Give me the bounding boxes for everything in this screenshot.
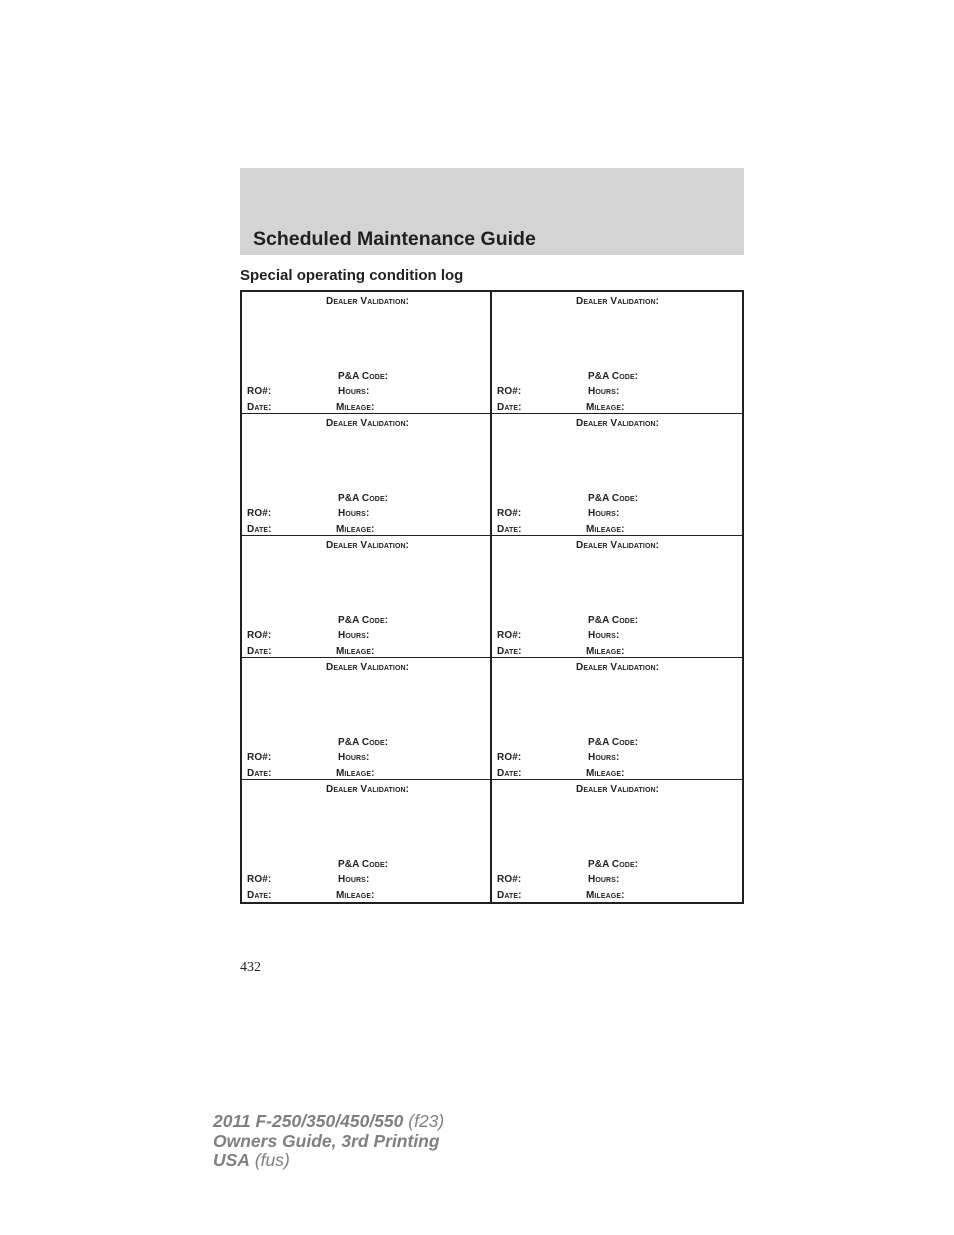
ro-number-label: RO#: — [247, 508, 272, 519]
pa-code-label: P&A Code: — [338, 859, 389, 870]
document-footer — [213, 1112, 444, 1171]
pa-code-label: P&A Code: — [338, 615, 389, 626]
date-label: Date: — [247, 646, 272, 657]
dealer-validation-label: Dealer Validation: — [576, 418, 660, 429]
hours-label: Hours: — [338, 386, 370, 397]
date-label: Date: — [497, 402, 522, 413]
log-entry-cell — [242, 414, 492, 536]
log-entry-cell — [492, 658, 742, 780]
hours-label: Hours: — [338, 752, 370, 763]
pa-code-label: P&A Code: — [588, 615, 639, 626]
mileage-label: Mileage: — [586, 890, 625, 901]
log-entry-cell — [492, 780, 742, 902]
footer-model-line — [213, 1112, 444, 1132]
dealer-validation-label: Dealer Validation: — [576, 662, 660, 673]
section-header-band — [240, 168, 744, 255]
ro-number-label: RO#: — [247, 630, 272, 641]
mileage-label: Mileage: — [336, 524, 375, 535]
hours-label: Hours: — [588, 752, 620, 763]
mileage-label: Mileage: — [586, 646, 625, 657]
pa-code-label: P&A Code: — [338, 371, 389, 382]
date-label: Date: — [497, 768, 522, 779]
footer-model-code: (f23) — [403, 1111, 445, 1131]
log-entry-cell — [242, 536, 492, 658]
date-label: Date: — [497, 646, 522, 657]
mileage-label: Mileage: — [336, 646, 375, 657]
hours-label: Hours: — [588, 508, 620, 519]
condition-log-table — [240, 290, 744, 904]
dealer-validation-label: Dealer Validation: — [576, 540, 660, 551]
mileage-label: Mileage: — [336, 402, 375, 413]
page-number: 432 — [240, 960, 261, 975]
log-entry-cell — [242, 658, 492, 780]
mileage-label: Mileage: — [336, 768, 375, 779]
dealer-validation-label: Dealer Validation: — [326, 418, 410, 429]
dealer-validation-label: Dealer Validation: — [326, 540, 410, 551]
log-entry-cell — [242, 292, 492, 414]
ro-number-label: RO#: — [497, 752, 522, 763]
dealer-validation-label: Dealer Validation: — [576, 784, 660, 795]
section-title: Special operating condition log — [240, 267, 464, 284]
mileage-label: Mileage: — [336, 890, 375, 901]
pa-code-label: P&A Code: — [588, 371, 639, 382]
ro-number-label: RO#: — [247, 874, 272, 885]
ro-number-label: RO#: — [247, 386, 272, 397]
hours-label: Hours: — [338, 508, 370, 519]
date-label: Date: — [247, 768, 272, 779]
pa-code-label: P&A Code: — [338, 737, 389, 748]
pa-code-label: P&A Code: — [338, 493, 389, 504]
mileage-label: Mileage: — [586, 768, 625, 779]
date-label: Date: — [497, 890, 522, 901]
pa-code-label: P&A Code: — [588, 737, 639, 748]
hours-label: Hours: — [588, 386, 620, 397]
date-label: Date: — [247, 402, 272, 413]
hours-label: Hours: — [588, 630, 620, 641]
footer-edition: Owners Guide, 3rd Printing — [213, 1130, 440, 1151]
dealer-validation-label: Dealer Validation: — [326, 296, 410, 307]
hours-label: Hours: — [588, 874, 620, 885]
pa-code-label: P&A Code: — [588, 859, 639, 870]
log-entry-cell — [492, 292, 742, 414]
log-entry-cell — [492, 536, 742, 658]
date-label: Date: — [497, 524, 522, 535]
log-entry-cell — [492, 414, 742, 536]
mileage-label: Mileage: — [586, 524, 625, 535]
ro-number-label: RO#: — [497, 508, 522, 519]
dealer-validation-label: Dealer Validation: — [326, 784, 410, 795]
hours-label: Hours: — [338, 630, 370, 641]
pa-code-label: P&A Code: — [588, 493, 639, 504]
footer-market-code: (fus) — [249, 1150, 290, 1170]
log-entry-cell — [242, 780, 492, 902]
ro-number-label: RO#: — [247, 752, 272, 763]
footer-market: USA — [213, 1150, 250, 1170]
page-header-title: Scheduled Maintenance Guide — [253, 228, 536, 250]
hours-label: Hours: — [338, 874, 370, 885]
footer-model: 2011 F-250/350/450/550 — [213, 1111, 404, 1131]
date-label: Date: — [247, 890, 272, 901]
ro-number-label: RO#: — [497, 630, 522, 641]
ro-number-label: RO#: — [497, 386, 522, 397]
ro-number-label: RO#: — [497, 874, 522, 885]
mileage-label: Mileage: — [586, 402, 625, 413]
footer-market-line — [213, 1151, 444, 1171]
date-label: Date: — [247, 524, 272, 535]
dealer-validation-label: Dealer Validation: — [326, 662, 410, 673]
dealer-validation-label: Dealer Validation: — [576, 296, 660, 307]
